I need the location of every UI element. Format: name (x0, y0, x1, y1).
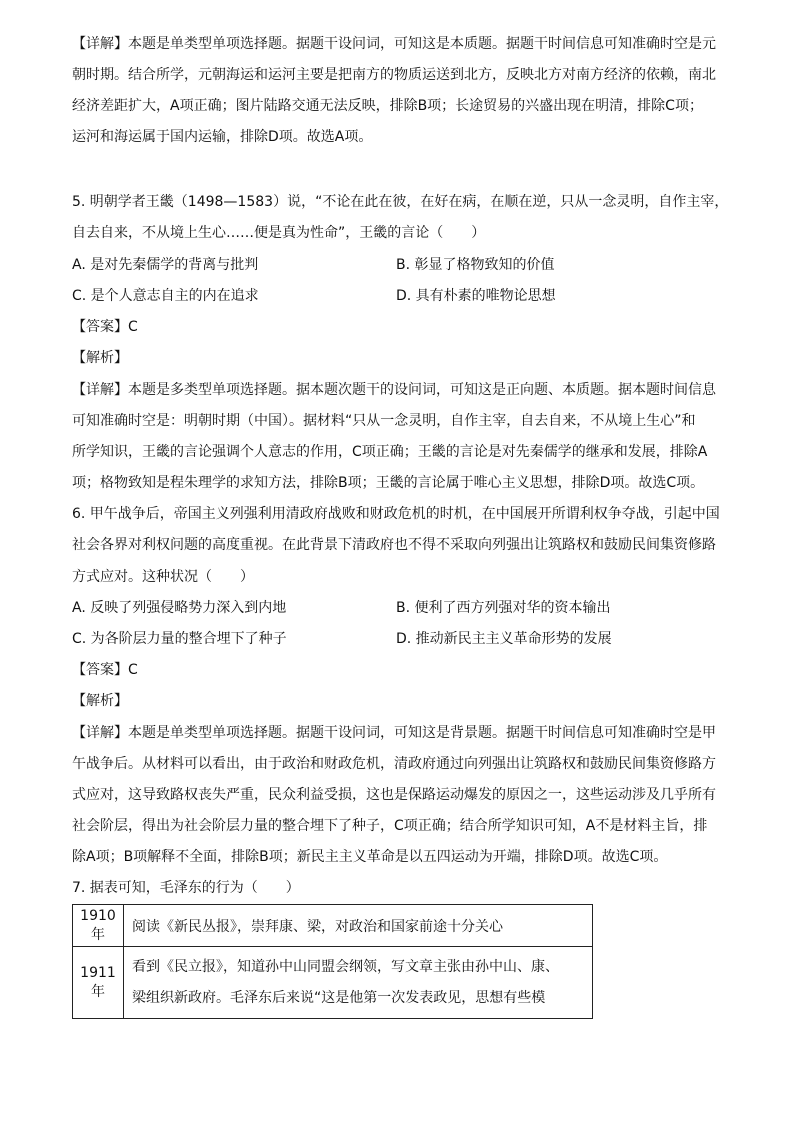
q5-stem-line-1: 5. 明朝学者王畿（1498—1583）说，“不论在此在彼，在好在病，在顺在逆，只从一念灵明，自作主宰， (72, 194, 729, 210)
q5-stem-line-2: 自去自来，不从境上生心……便是真为性命”，王畿的言论（ ） (72, 225, 486, 241)
q5-detail-line-3: 所学知识，王畿的言论强调个人意志的作用，C项正确；王畿的言论是对先秦儒学的继承和发展，排除A (72, 444, 708, 460)
q6-option-a: A. 反映了列强侵略势力深入到内地 (72, 600, 287, 616)
q5-option-b: B. 彰显了格物致知的价值 (396, 257, 555, 273)
q6-detail-line-3: 式应对，这导致路权丧失严重，民众利益受损，这也是保路运动爆发的原因之一，这些运动涉及几乎所有 (72, 787, 716, 803)
q5-option-a: A. 是对先秦儒学的背离与批判 (72, 257, 259, 273)
q6-option-b: B. 便利了西方列强对华的资本输出 (396, 600, 611, 616)
q4-detail-line-2: 朝时期。结合所学，元朝海运和运河主要是把南方的物质运送到北方，反映北方对南方经济的依赖，南北 (72, 67, 716, 83)
q5-detail-line-4: 项；格物致知是程朱理学的求知方法，排除B项；王畿的言论属于唯心主义思想，排除D项。故选C项。 (72, 475, 705, 491)
q7-table (72, 904, 593, 1019)
table-cell-text-line: 阅读《新民丛报》，崇拜康、梁，对政治和国家前途十分关心 (132, 918, 503, 935)
q6-answer: 【答案】C (72, 662, 138, 678)
table-cell-text (124, 947, 593, 1019)
q6-detail-line-5: 除A项；B项解释不全面，排除B项；新民主主义革命是以五四运动为开端，排除D项。故选C项。 (72, 849, 668, 865)
q5-analysis: 【解析】 (72, 350, 128, 366)
q6-detail-line-2: 午战争后。从材料可以看出，由于政治和财政危机，清政府通过向列强出让筑路权和鼓励民间集资修路方 (72, 756, 716, 772)
table-cell-text-line: 看到《民立报》，知道孙中山同盟会纲领，写文章主张由孙中山、康、 (132, 958, 559, 975)
q5-option-c: C. 是个人意志自主的内在追求 (72, 288, 259, 304)
q6-detail-line-4: 社会阶层，得出为社会阶层力量的整合埋下了种子，C项正确；结合所学知识可知，A不是材料主旨，排 (72, 818, 708, 834)
q7-stem: 7. 据表可知，毛泽东的行为（ ） (72, 880, 300, 896)
q6-stem-line-2: 社会各界对利权问题的高度重视。在此背景下清政府也不得不采取向列强出让筑路权和鼓励民间集资修路 (72, 537, 716, 553)
q4-detail-line-3: 经济差距扩大，A项正确；图片陆路交通无法反映，排除B项；长途贸易的兴盛出现在明清，排除C项； (72, 98, 703, 114)
q6-stem-line-1: 6. 甲午战争后，帝国主义列强利用清政府战败和财政危机的时机，在中国展开所谓利权争夺战，引起中国 (72, 506, 720, 522)
table-row (73, 905, 593, 947)
q5-detail-line-1: 【详解】本题是多类型单项选择题。据本题次题干的设问词，可知这是正向题、本质题。据本题时间信息 (72, 382, 716, 398)
q6-stem-line-3: 方式应对。这种状况（ ） (72, 569, 254, 585)
q6-option-c: C. 为各阶层力量的整合埋下了种子 (72, 631, 287, 647)
table-row (73, 947, 593, 1019)
table-cell-text-line: 梁组织新政府。毛泽东后来说“这是他第一次发表政见，思想有些模 (132, 989, 546, 1006)
q4-detail-line-4: 运河和海运属于国内运输，排除D项。故选A项。 (72, 129, 373, 145)
q5-detail-line-2: 可知准确时空是：明朝时期（中国）。据材料“只从一念灵明，自作主宰，自去自来，不从境上生心”和 (72, 413, 696, 429)
table-cell-text (124, 905, 593, 947)
q5-answer: 【答案】C (72, 319, 138, 335)
table-cell-year: 1911 年 (73, 947, 124, 1019)
q4-detail-line-1: 【详解】本题是单类型单项选择题。据题干设问词，可知这是本质题。据题干时间信息可知准确时空是元 (72, 36, 716, 52)
q6-analysis: 【解析】 (72, 693, 128, 709)
q6-detail-line-1: 【详解】本题是单类型单项选择题。据题干设问词，可知这是背景题。据题干时间信息可知准确时空是甲 (72, 725, 716, 741)
q6-option-d: D. 推动新民主主义革命形势的发展 (396, 631, 612, 647)
table-cell-year: 1910 年 (73, 905, 124, 947)
q5-option-d: D. 具有朴素的唯物论思想 (396, 288, 556, 304)
